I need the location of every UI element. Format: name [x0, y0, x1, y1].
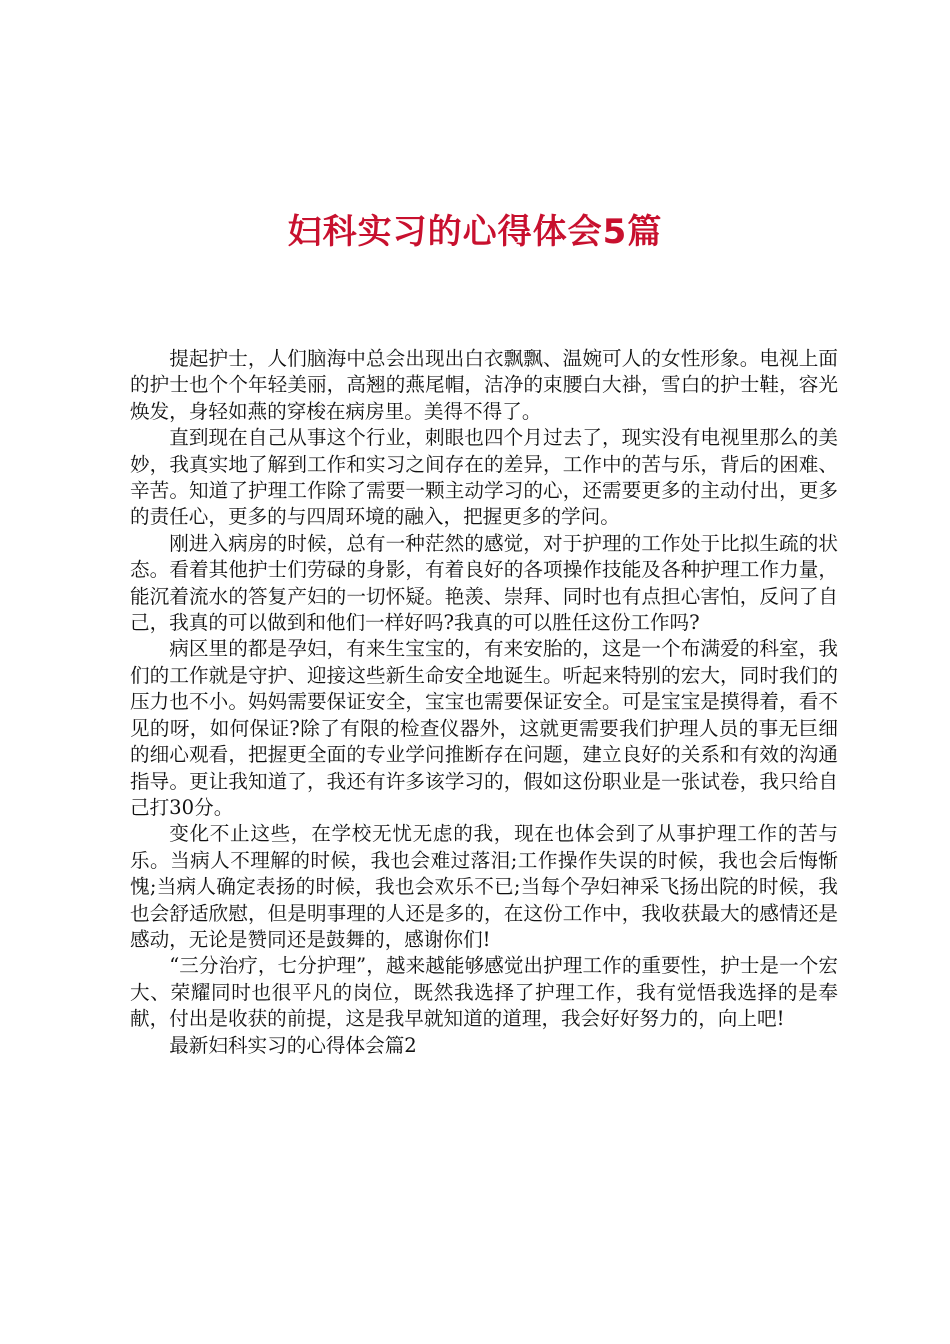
paragraph-5: 变化不止这些，在学校无忧无虑的我，现在也体会到了从事护理工作的苦与乐。当病人不理解的时候，我也会难过落泪;工作操作失误的时候，我也会后悔惭愧;当病人确定表扬的时候，我也会欢乐不已;当每个孕妇神采飞扬出院的时候，我也会舒适欣慰，但是明事理的人还是多的，在这份工作中，我收获最大的感情还是感动，无论是赞同还是鼓舞的，感谢你们! — [130, 822, 838, 951]
paragraph-3: 刚进入病房的时候，总有一种茫然的感觉，对于护理的工作处于比拟生疏的状态。看着其他护士们劳碌的身影，有着良好的各项操作技能及各种护理工作力量，能沉着流水的答复产妇的一切怀疑。艳羡、崇拜、同时也有点担心害怕，反问了自己，我真的可以做到和他们一样好吗?我真的可以胜任这份工作吗? — [130, 531, 838, 635]
document-body — [130, 346, 838, 1059]
paragraph-1: 提起护士，人们脑海中总会出现出白衣飘飘、温婉可人的女性形象。电视上面的护士也个个年轻美丽，高翘的燕尾帽，洁净的束腰白大褂，雪白的护士鞋，容光焕发，身轻如燕的穿梭在病房里。美得不得了。 — [130, 347, 838, 423]
paragraph-4: 病区里的都是孕妇，有来生宝宝的，有来安胎的，这是一个布满爱的科室，我们的工作就是守护、迎接这些新生命安全地诞生。听起来特别的宏大，同时我们的压力也不小。妈妈需要保证安全，宝宝也需要保证安全。可是宝宝是摸得着，看不见的呀，如何保证?除了有限的检查仪器外，这就更需要我们护理人员的事无巨细的细心观看，把握更全面的专业学问推断存在问题，建立良好的关系和有效的沟通指导。更让我知道了，我还有许多该学习的，假如这份职业是一张试卷，我只给自己打30分。 — [130, 637, 838, 819]
document-title: 妇科实习的心得体会5篇 — [287, 212, 663, 252]
section-heading-part-2: 最新妇科实习的心得体会篇2 — [169, 1033, 417, 1057]
paragraph-6: “三分治疗，七分护理”，越来越能够感觉出护理工作的重要性，护士是一个宏大、荣耀同时也很平凡的岗位，既然我选择了护理工作，我有觉悟我选择的是奉献，付出是收获的前提，这是我早就知道的道理，我会好好努力的，向上吧! — [130, 954, 838, 1031]
paragraph-2: 直到现在自己从事这个行业，刺眼也四个月过去了，现实没有电视里那么的美妙，我真实地了解到工作和实习之间存在的差异，工作中的苦与乐，背后的困难、辛苦。知道了护理工作除了需要一颗主动学习的心，还需要更多的主动付出，更多的责任心，更多的与四周环境的融入，把握更多的学问。 — [130, 426, 838, 529]
